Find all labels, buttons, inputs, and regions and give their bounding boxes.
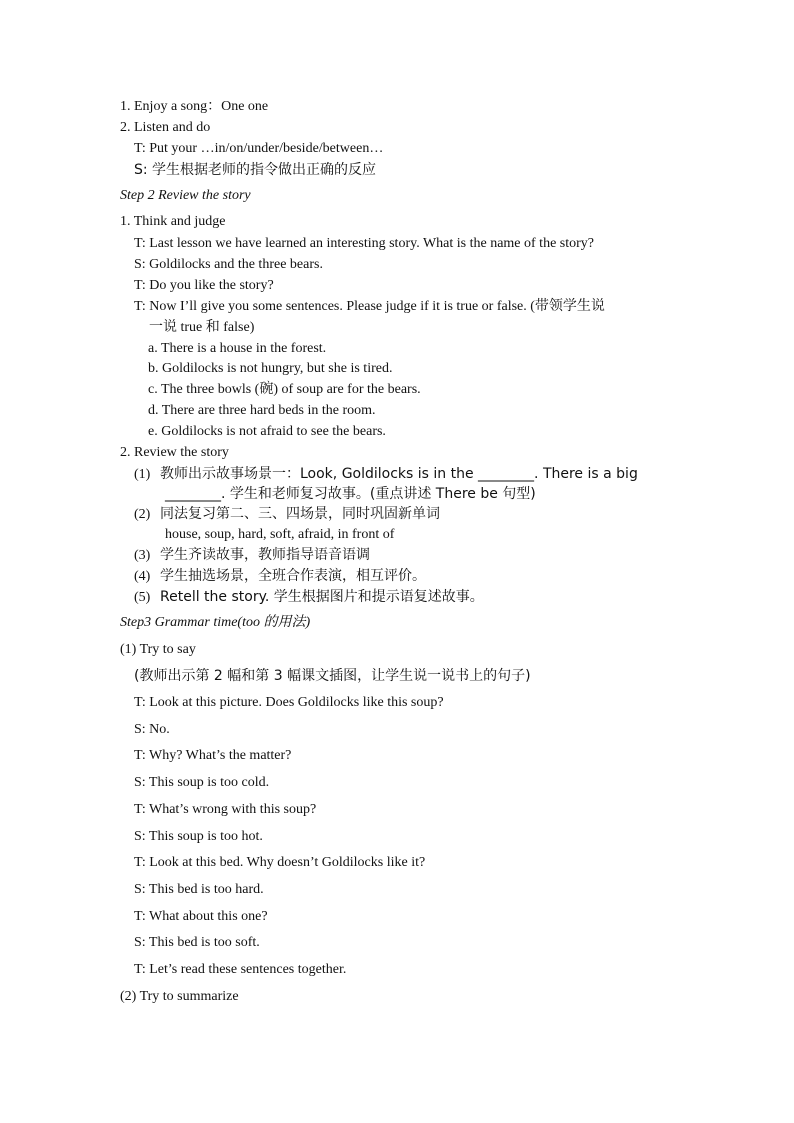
statement-e: e. Goldilocks is not afraid to see the bears. [148, 424, 386, 439]
statement-c: c. The three bowls (碗) of soup are for the bears. [148, 382, 421, 397]
review-item-text: 学生抽选场景，全班合作表演，相互评价。 [160, 568, 426, 584]
review-item-5 [134, 588, 484, 607]
review-item-number: (5) [134, 590, 151, 605]
review-item-number: (2) [134, 507, 151, 522]
review-item-text: 同法复习第二、三、四场景，同时巩固新单词 [160, 506, 440, 522]
review-item-1 [134, 465, 638, 484]
statement-a: a. There is a house in the forest. [148, 341, 327, 356]
warmup-student-line: S: 学生根据老师的指令做出正确的反应 [134, 162, 377, 178]
warmup-item-1: 1. Enjoy a song：One one [120, 99, 269, 114]
try-to-say-title: (1) Try to say [120, 642, 196, 657]
dialog-line: T: Do you like the story? [134, 278, 274, 293]
review-item-number: (3) [134, 548, 151, 563]
think-judge-title: 1. Think and judge [120, 214, 226, 229]
warmup-teacher-line: T: Put your …in/on/under/beside/between… [134, 141, 384, 156]
dialog-line: S: This soup is too hot. [134, 829, 263, 844]
try-to-summarize-title: (2) Try to summarize [120, 989, 239, 1004]
review-item-text: Retell the story. 学生根据图片和提示语复述故事。 [160, 589, 484, 605]
dialog-line: S: This soup is too cold. [134, 775, 270, 790]
dialog-line: T: Look at this picture. Does Goldilocks like this soup? [134, 695, 444, 710]
review-item-2 [134, 505, 440, 524]
review-item-text: ________. 学生和老师复习故事。(重点讲述 There be 句型) [165, 486, 536, 502]
statement-d: d. There are three hard beds in the room. [148, 403, 376, 418]
dialog-line: T: Last lesson we have learned an interesting story. What is the name of the story? [134, 236, 594, 251]
dialog-line: S: This bed is too soft. [134, 935, 260, 950]
review-item-number: (4) [134, 569, 151, 584]
review-item-number: (1) [134, 467, 151, 482]
dialog-line: T: What about this one? [134, 909, 268, 924]
vocabulary-list [165, 526, 394, 544]
dialog-line: T: Now I’ll give you some sentences. Please judge if it is true or false. (带领学生说 [134, 299, 605, 314]
review-title: 2. Review the story [120, 445, 229, 460]
dialog-line: T: Why? What’s the matter? [134, 748, 292, 763]
step2-heading: Step 2 Review the story [120, 188, 251, 203]
dialog-line-cont: 一说 true 和 false) [149, 320, 255, 335]
review-item-4 [134, 567, 426, 586]
review-item-text: 教师出示故事场景一：Look, Goldilocks is in the ________. There is a big [160, 466, 638, 482]
review-item-text: house, soup, hard, soft, afraid, in front of [165, 527, 395, 542]
statement-b: b. Goldilocks is not hungry, but she is tired. [148, 361, 393, 376]
dialog-line: S: Goldilocks and the three bears. [134, 257, 323, 272]
review-item-text: 学生齐读故事，教师指导语音语调 [160, 547, 370, 563]
review-item-3 [134, 546, 370, 565]
dialog-line: S: No. [134, 722, 170, 737]
review-item-1-cont [165, 485, 536, 504]
step3-heading: Step3 Grammar time(too 的用法) [120, 615, 311, 630]
dialog-line: T: What’s wrong with this soup? [134, 802, 317, 817]
dialog-line: T: Let’s read these sentences together. [134, 962, 347, 977]
try-to-say-intro: (教师出示第 2 幅和第 3 幅课文插图，让学生说一说书上的句子) [134, 668, 531, 684]
dialog-line: T: Look at this bed. Why doesn’t Goldilocks like it? [134, 855, 426, 870]
dialog-line: S: This bed is too hard. [134, 882, 264, 897]
warmup-item-2: 2. Listen and do [120, 120, 211, 135]
